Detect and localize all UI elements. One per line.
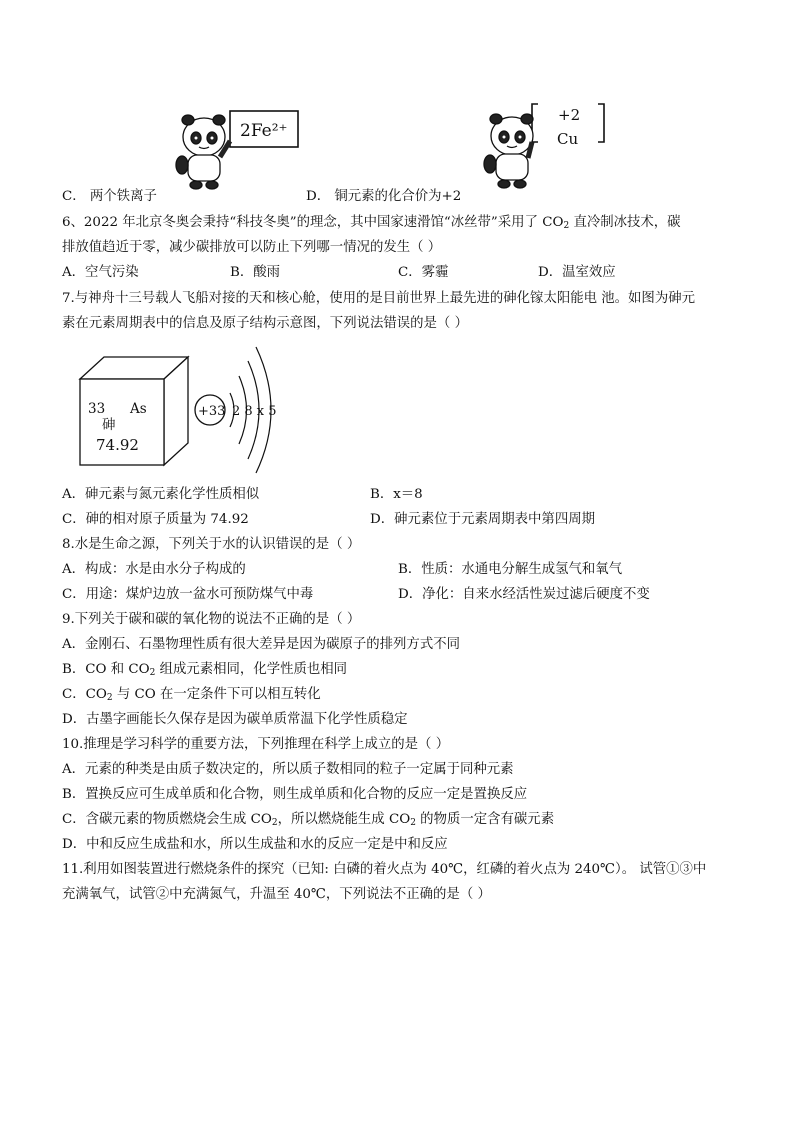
- option-10d: D．中和反应生成盐和水，所以生成盐和水的反应一定是中和反应: [62, 837, 448, 852]
- arsenic-atom-structure-figure: [192, 343, 282, 479]
- option-8b: B．性质：水通电分解生成氢气和氧气: [398, 562, 623, 577]
- q6-stem-post: 直冷制冰技术，碳: [569, 215, 681, 230]
- option-6a: A．空气污染: [62, 265, 139, 280]
- q6-stem-line1: [62, 214, 681, 232]
- sign-text-copper: Cu: [557, 130, 579, 148]
- option-9b: B．CO 和 $CO_2$ 组成元素相同，化学性质也相同: [62, 662, 348, 678]
- sign-text-valence: +2: [558, 106, 581, 124]
- atomic-mass: 74.92: [96, 436, 139, 454]
- option-7c: C．砷的相对原子质量为 74.92: [62, 512, 249, 527]
- atomic-number: 33: [88, 401, 106, 417]
- panda-icon: [484, 114, 533, 188]
- arsenic-element-cell-figure: [78, 355, 193, 467]
- option-9c: C．$CO_2$ 与 CO 在一定条件下可以相互转化: [62, 687, 321, 703]
- option-7a: A．砷元素与氮元素化学性质相似: [62, 487, 260, 502]
- option-5d: D． 铜元素的化合价为+2: [306, 189, 462, 204]
- option-10c: C．含碳元素的物质燃烧会生成 $CO_2$，所以燃烧能生成 $CO_2$ 的物质一定含有碳元素: [62, 812, 555, 828]
- option-7d: D．砷元素位于元素周期表中第四周期: [370, 512, 595, 527]
- q7-stem-line2: 素在元素周期表中的信息及原子结构示意图，下列说法错误的是（ ）: [62, 316, 468, 331]
- element-symbol: As: [130, 401, 147, 417]
- q8-stem: 8.水是生命之源，下列关于水的认识错误的是（ ）: [62, 537, 361, 552]
- co2-formula: $CO_2$: [542, 215, 570, 231]
- option-5c: C． 两个铁离子: [62, 189, 157, 204]
- option-6c: C．雾霾: [398, 265, 449, 280]
- panda-sign-copper-valence-figure: [474, 98, 614, 190]
- option-8d: D．净化：自来水经活性炭过滤后硬度不变: [398, 587, 650, 602]
- panda-icon: [176, 115, 230, 189]
- q6-stem-pre: 6、2022 年北京冬奥会秉持“科技冬奥”的理念，其中国家速滑馆“冰丝带”采用了: [62, 215, 543, 230]
- q6-stem-line2: 排放值趋近于零，减少碳排放可以防止下列哪一情况的发生（ ）: [62, 240, 442, 255]
- co2-formula: $CO_2$: [388, 812, 416, 828]
- q9-stem: 9.下列关于碳和碳的氧化物的说法不正确的是（ ）: [62, 612, 361, 627]
- option-9a: A．金刚石、石墨物理性质有很大差异是因为碳原子的排列方式不同: [62, 637, 460, 652]
- option-9d: D．古墨字画能长久保存是因为碳单质常温下化学性质稳定: [62, 712, 408, 727]
- co2-formula: $CO_2$: [250, 812, 278, 828]
- option-6b: B．酸雨: [230, 265, 281, 280]
- q7-stem-line1: 7.与神舟十三号载人飞船对接的天和核心舱，使用的是目前世界上最先进的砷化镓太阳能电 池。如图为砷元: [62, 291, 695, 306]
- option-10b: B．置换反应可生成单质和化合物，则生成单质和化合物的反应一定是置换反应: [62, 787, 528, 802]
- co2-formula: $CO_2$: [85, 687, 113, 703]
- q10-stem: 10.推理是学习科学的重要方法，下列推理在科学上成立的是（ ）: [62, 737, 450, 752]
- q11-stem-line1: 11.利用如图装置进行燃烧条件的探究（已知: 白磷的着火点为 40℃，红磷的着火点为 240℃）。 试管①③中: [62, 862, 707, 877]
- co2-formula: $CO_2$: [128, 662, 156, 678]
- option-6d: D．温室效应: [538, 265, 616, 280]
- nucleus-charge: +33: [198, 404, 226, 419]
- electron-shells: 2 8 x 5: [232, 404, 277, 419]
- option-8a: A．构成：水是由水分子构成的: [62, 562, 246, 577]
- option-10a: A．元素的种类是由质子数决定的，所以质子数相同的粒子一定属于同种元素: [62, 762, 514, 777]
- option-7b: B．x＝8: [370, 487, 423, 502]
- panda-sign-iron-ions-figure: [168, 105, 308, 190]
- option-8c: C．用途：煤炉边放一盆水可预防煤气中毒: [62, 587, 314, 602]
- sign-text-iron-ions: 2Fe²⁺: [240, 121, 288, 141]
- element-name: 砷: [102, 417, 116, 433]
- q11-stem-line2: 充满氧气，试管②中充满氮气，升温至 40℃，下列说法不正确的是（ ）: [62, 887, 491, 902]
